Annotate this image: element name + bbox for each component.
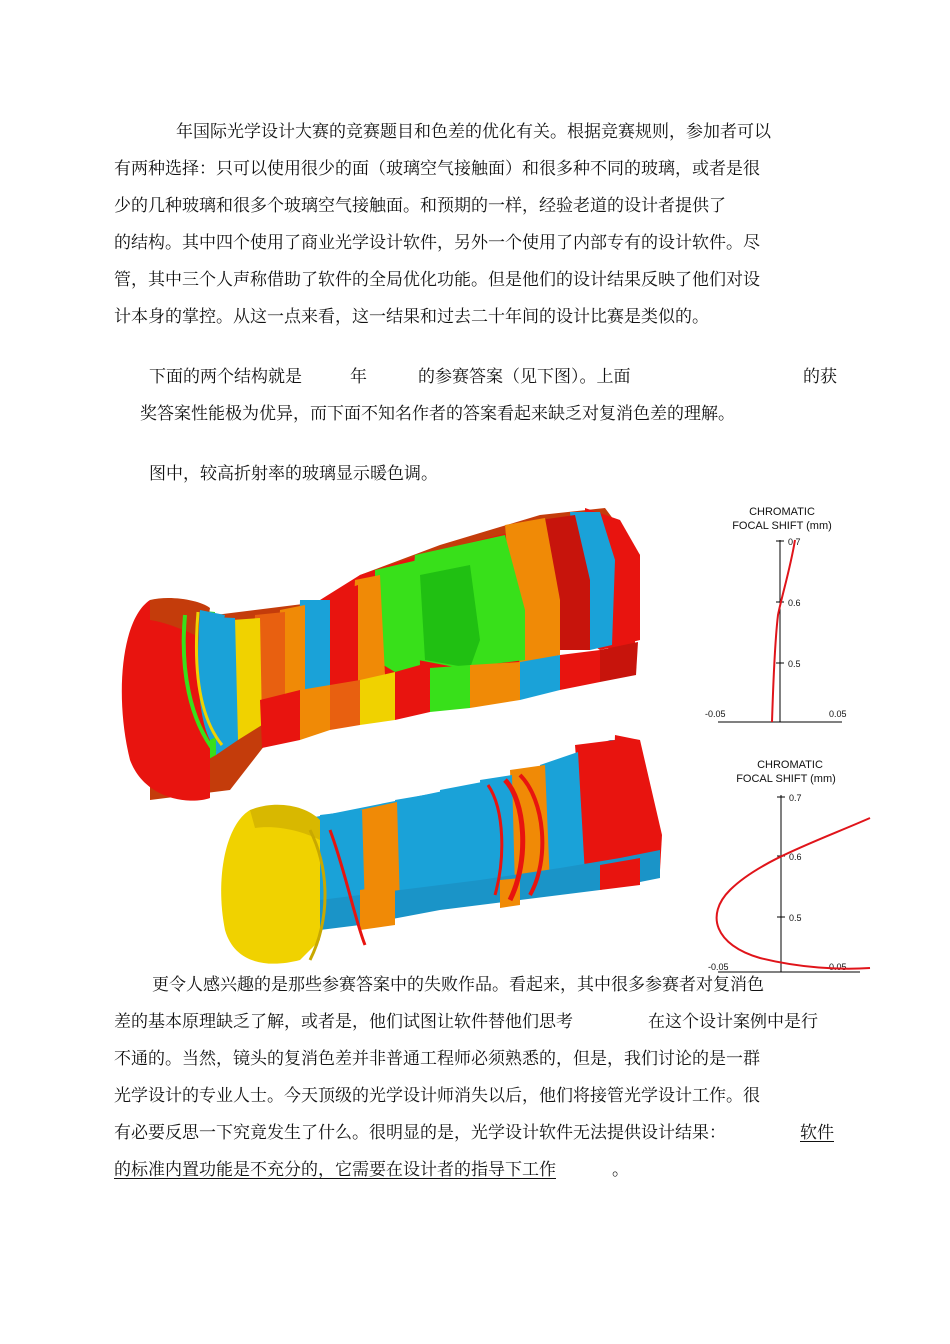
p2-line2: 奖答案性能极为优异，而下面不知名作者的答案看起来缺乏对复消色差的理解。 xyxy=(140,404,735,424)
lower-lens-assembly xyxy=(221,735,662,964)
p1-line3: 少的几种玻璃和很多个玻璃空气接触面。和预期的一样，经验老道的设计者提供了 xyxy=(114,196,726,216)
p2-line1a: 下面的两个结构就是 xyxy=(149,367,302,387)
p4-line2a: 差的基本原理缺乏了解，或者是，他们试图让软件替他们思考 xyxy=(114,1012,573,1032)
chart-top-curve xyxy=(772,540,795,722)
p1-line6: 计本身的掌控。从这一点来看，这一结果和过去二十年间的设计比赛是类似的。 xyxy=(114,307,709,327)
chart-top xyxy=(705,506,847,722)
chart-top-title1: CHROMATIC xyxy=(749,506,815,518)
p4-line6b: 。 xyxy=(612,1160,629,1180)
chart-bottom-ytick-06: 0.6 xyxy=(789,852,802,862)
chart-bottom-curve xyxy=(717,818,870,969)
p1-line2: 有两种选择：只可以使用很少的面（玻璃空气接触面）和很多种不同的玻璃，或者是很 xyxy=(114,159,760,179)
chart-bottom xyxy=(708,759,870,972)
p4-line2b: 在这个设计案例中是行 xyxy=(648,1012,818,1032)
p3-line1: 图中，较高折射率的玻璃显示暖色调。 xyxy=(149,464,438,484)
p4-line4: 光学设计的专业人士。今天顶级的光学设计师消失以后，他们将接管光学设计工作。很 xyxy=(114,1086,760,1106)
p4-line5b: 软件 xyxy=(800,1123,834,1143)
p4-line6a: 的标准内置功能是不充分的，它需要在设计者的指导下工作 xyxy=(114,1160,556,1180)
chart-top-xtick-neg: -0.05 xyxy=(705,709,726,719)
chart-bottom-xtick-neg: -0.05 xyxy=(708,962,729,972)
chart-bottom-title1: CHROMATIC xyxy=(757,759,823,771)
chart-top-ytick-07: 0.7 xyxy=(788,537,801,547)
chart-bottom-title2: FOCAL SHIFT (mm) xyxy=(736,773,836,785)
chart-top-xtick-pos: 0.05 xyxy=(829,709,847,719)
upper-lens-assembly xyxy=(122,508,640,801)
chart-bottom-ytick-05: 0.5 xyxy=(789,913,802,923)
chart-top-title2: FOCAL SHIFT (mm) xyxy=(732,520,832,532)
chart-top-ytick-05: 0.5 xyxy=(788,659,801,669)
p4-line5a: 有必要反思一下究竟发生了什么。很明显的是，光学设计软件无法提供设计结果： xyxy=(114,1123,726,1143)
chart-bottom-ytick-07: 0.7 xyxy=(789,793,802,803)
p4-line1: 更令人感兴趣的是那些参赛答案中的失败作品。看起来，其中很多参赛者对复消色 xyxy=(152,975,764,995)
p1-line4: 的结构。其中四个使用了商业光学设计软件，另外一个使用了内部专有的设计软件。尽 xyxy=(114,233,760,253)
p2-line1d: 的获 xyxy=(803,367,837,387)
p1-line5: 管，其中三个人声称借助了软件的全局优化功能。但是他们的设计结果反映了他们对设 xyxy=(114,270,760,290)
p2-line1b: 年 xyxy=(350,367,367,387)
chart-bottom-xtick-pos: 0.05 xyxy=(829,962,847,972)
p4-line3: 不通的。当然，镜头的复消色差并非普通工程师必须熟悉的，但是，我们讨论的是一群 xyxy=(114,1049,760,1069)
p1-line1: 年国际光学设计大赛的竞赛题目和色差的优化有关。根据竞赛规则，参加者可以 xyxy=(176,122,771,142)
p2-line1c: 的参赛答案（见下图）。上面 xyxy=(418,367,631,387)
chart-top-ytick-06: 0.6 xyxy=(788,598,801,608)
